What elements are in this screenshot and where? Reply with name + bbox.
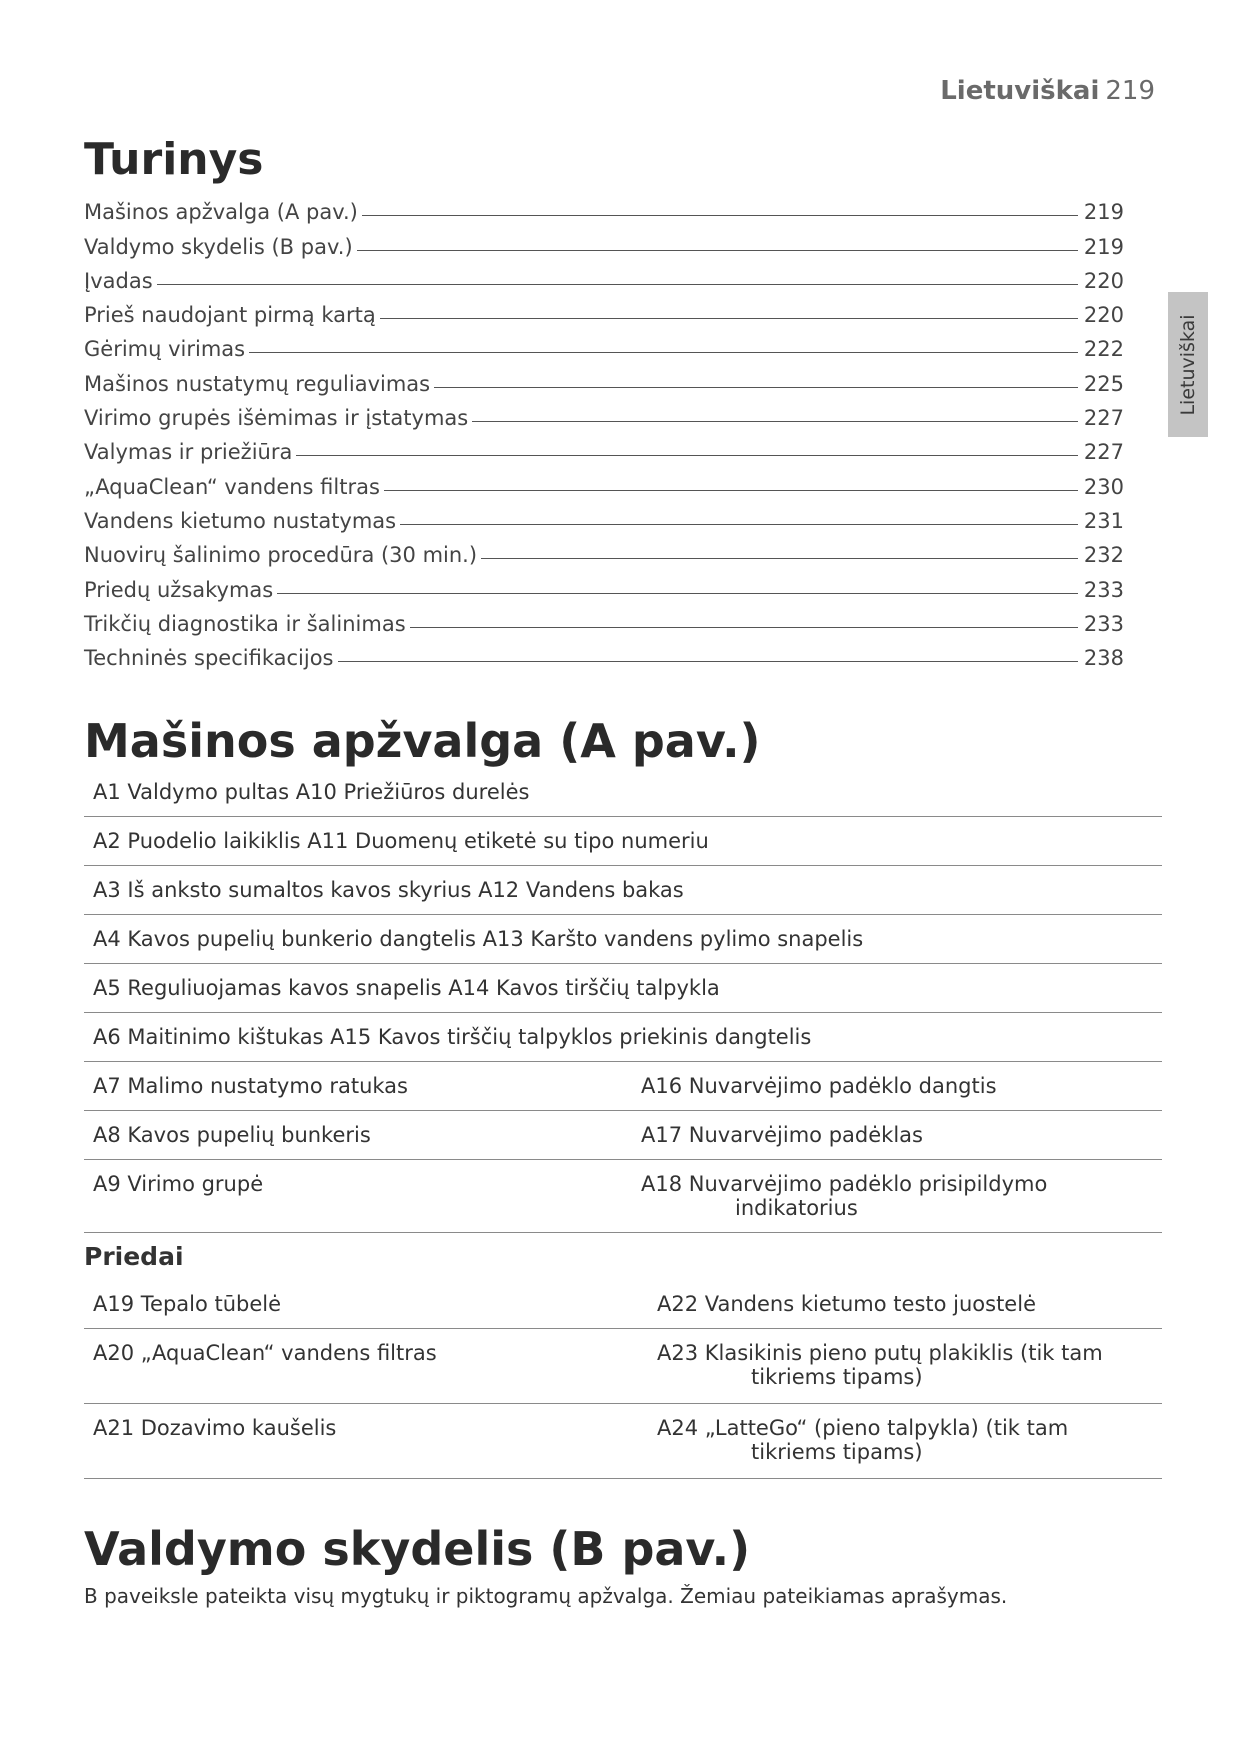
part-label-left: A20 „AquaClean“ vandens filtras — [93, 1341, 437, 1365]
control-panel-intro: B paveiksle pateikta visų mygtukų ir piktogramų apžvalga. Žemiau pateikiamas aprašymas. — [84, 1584, 1008, 1608]
toc-entry-title: Techninės specifikacijos — [84, 646, 334, 671]
parts-row — [84, 1062, 1162, 1111]
parts-row — [84, 1111, 1162, 1160]
toc-entry-page: 225 — [1083, 371, 1124, 396]
toc-leader-line — [362, 215, 1078, 216]
toc-entry-page: 222 — [1083, 337, 1124, 362]
toc-entry-page: 232 — [1083, 543, 1124, 568]
toc-entry[interactable] — [84, 259, 1124, 293]
toc-leader-line — [338, 661, 1079, 662]
language-side-tab — [1168, 292, 1208, 437]
part-label-left: A2 Puodelio laikiklis A11 Duomenų etiketė su tipo numeriu — [93, 829, 709, 853]
overview-title: Mašinos apžvalga (A pav.) — [84, 714, 761, 768]
toc-entry-title: Virimo grupės išėmimas ir įstatymas — [84, 406, 469, 431]
toc-leader-line — [277, 593, 1078, 594]
part-label-right-line1: A16 Nuvarvėjimo padėklo dangtis — [641, 1074, 997, 1098]
parts-row — [84, 915, 1162, 964]
toc-entry-title: Vandens kietumo nustatymas — [84, 508, 397, 533]
toc-entry[interactable] — [84, 567, 1124, 601]
part-label-right-line2: tikriems tipams) — [751, 1440, 923, 1464]
part-label-right — [641, 1074, 997, 1098]
toc-entry[interactable] — [84, 533, 1124, 567]
part-label-right-line2: indikatorius — [735, 1196, 858, 1220]
part-label-right-line1: A17 Nuvarvėjimo padėklas — [641, 1123, 923, 1147]
toc-entry-page: 233 — [1083, 611, 1124, 636]
toc-leader-line — [296, 455, 1078, 456]
toc-entry-title: Trikčių diagnostika ir šalinimas — [84, 611, 406, 636]
toc-leader-line — [157, 284, 1078, 285]
toc-entry-title: „AquaClean“ vandens filtras — [84, 474, 380, 499]
toc-entry-title: Priedų užsakymas — [84, 577, 274, 602]
toc-entry-page: 238 — [1083, 646, 1124, 671]
toc-leader-line — [357, 250, 1078, 251]
part-label-right — [657, 1416, 1068, 1464]
toc-entry-page: 227 — [1083, 406, 1124, 431]
parts-row — [84, 1160, 1162, 1233]
toc-entry[interactable] — [84, 602, 1124, 636]
part-label-right — [641, 1172, 1047, 1220]
toc-entry-page: 220 — [1083, 268, 1124, 293]
toc-entry-page: 220 — [1083, 303, 1124, 328]
toc-entry[interactable] — [84, 396, 1124, 430]
parts-row — [84, 1013, 1162, 1062]
part-label-left: A7 Malimo nustatymo ratukas — [93, 1074, 408, 1098]
toc-entry[interactable] — [84, 361, 1124, 395]
part-label-left: A3 Iš anksto sumaltos kavos skyrius A12 Vandens bakas — [93, 878, 684, 902]
toc-title: Turinys — [84, 134, 264, 185]
table-of-contents — [84, 190, 1124, 670]
parts-row — [84, 1280, 1162, 1329]
toc-entry[interactable] — [84, 293, 1124, 327]
toc-entry-page: 230 — [1083, 474, 1124, 499]
toc-entry-page: 219 — [1083, 200, 1124, 225]
toc-leader-line — [434, 387, 1078, 388]
part-label-left: A21 Dozavimo kaušelis — [93, 1416, 337, 1440]
toc-entry[interactable] — [84, 464, 1124, 498]
toc-leader-line — [249, 352, 1078, 353]
part-label-left: A5 Reguliuojamas kavos snapelis A14 Kavos tirščių talpykla — [93, 976, 720, 1000]
part-label-right-line2: tikriems tipams) — [751, 1365, 923, 1389]
header-language: Lietuviškai — [940, 76, 1100, 106]
toc-entry[interactable] — [84, 499, 1124, 533]
parts-row — [84, 1329, 1162, 1404]
part-label-left: A19 Tepalo tūbelė — [93, 1292, 282, 1316]
control-panel-title: Valdymo skydelis (B pav.) — [84, 1522, 751, 1576]
parts-row — [84, 817, 1162, 866]
toc-entry[interactable] — [84, 327, 1124, 361]
toc-entry-title: Prieš naudojant pirmą kartą — [84, 303, 376, 328]
toc-entry-title: Valdymo skydelis (B pav.) — [84, 234, 353, 259]
toc-entry[interactable] — [84, 190, 1124, 224]
toc-leader-line — [400, 524, 1078, 525]
toc-leader-line — [472, 421, 1078, 422]
toc-leader-line — [481, 558, 1078, 559]
toc-entry-title: Valymas ir priežiūra — [84, 440, 293, 465]
page-header — [940, 76, 1155, 106]
part-label-right-line1: A22 Vandens kietumo testo juostelė — [657, 1292, 1036, 1316]
toc-leader-line — [384, 490, 1078, 491]
toc-entry[interactable] — [84, 224, 1124, 258]
toc-entry[interactable] — [84, 636, 1124, 670]
part-label-right — [641, 1123, 923, 1147]
part-label-left: A1 Valdymo pultas A10 Priežiūros durelės — [93, 780, 530, 804]
accessories-title: Priedai — [84, 1242, 184, 1271]
toc-entry-title: Mašinos nustatymų reguliavimas — [84, 371, 431, 396]
part-label-left: A8 Kavos pupelių bunkeris — [93, 1123, 371, 1147]
toc-entry-title: Įvadas — [84, 268, 153, 293]
part-label-left: A6 Maitinimo kištukas A15 Kavos tirščių talpyklos priekinis dangtelis — [93, 1025, 812, 1049]
header-page-number: 219 — [1105, 76, 1155, 106]
toc-entry-page: 233 — [1083, 577, 1124, 602]
parts-row — [84, 964, 1162, 1013]
part-label-right — [657, 1341, 1103, 1389]
toc-entry-title: Nuovirų šalinimo procedūra (30 min.) — [84, 543, 478, 568]
part-label-right-line1: A23 Klasikinis pieno putų plakiklis (tik tam — [657, 1341, 1103, 1365]
parts-row — [84, 1404, 1162, 1479]
toc-entry-page: 227 — [1083, 440, 1124, 465]
part-label-right-line1: A24 „LatteGo“ (pieno talpykla) (tik tam — [657, 1416, 1069, 1440]
toc-entry[interactable] — [84, 430, 1124, 464]
part-label-right-line1: A18 Nuvarvėjimo padėklo prisipildymo — [641, 1172, 1048, 1196]
toc-entry-page: 231 — [1083, 508, 1124, 533]
toc-leader-line — [410, 627, 1078, 628]
accessories-table — [84, 1280, 1162, 1479]
machine-parts-table — [84, 768, 1162, 1233]
side-tab-label: Lietuviškai — [1177, 313, 1199, 416]
toc-entry-page: 219 — [1083, 234, 1124, 259]
toc-entry-title: Gėrimų virimas — [84, 337, 246, 362]
part-label-right — [657, 1292, 1036, 1316]
toc-entry-title: Mašinos apžvalga (A pav.) — [84, 200, 358, 225]
parts-row — [84, 768, 1162, 817]
toc-leader-line — [380, 318, 1078, 319]
part-label-left: A9 Virimo grupė — [93, 1172, 264, 1196]
parts-row — [84, 866, 1162, 915]
part-label-left: A4 Kavos pupelių bunkerio dangtelis A13 Karšto vandens pylimo snapelis — [93, 927, 864, 951]
